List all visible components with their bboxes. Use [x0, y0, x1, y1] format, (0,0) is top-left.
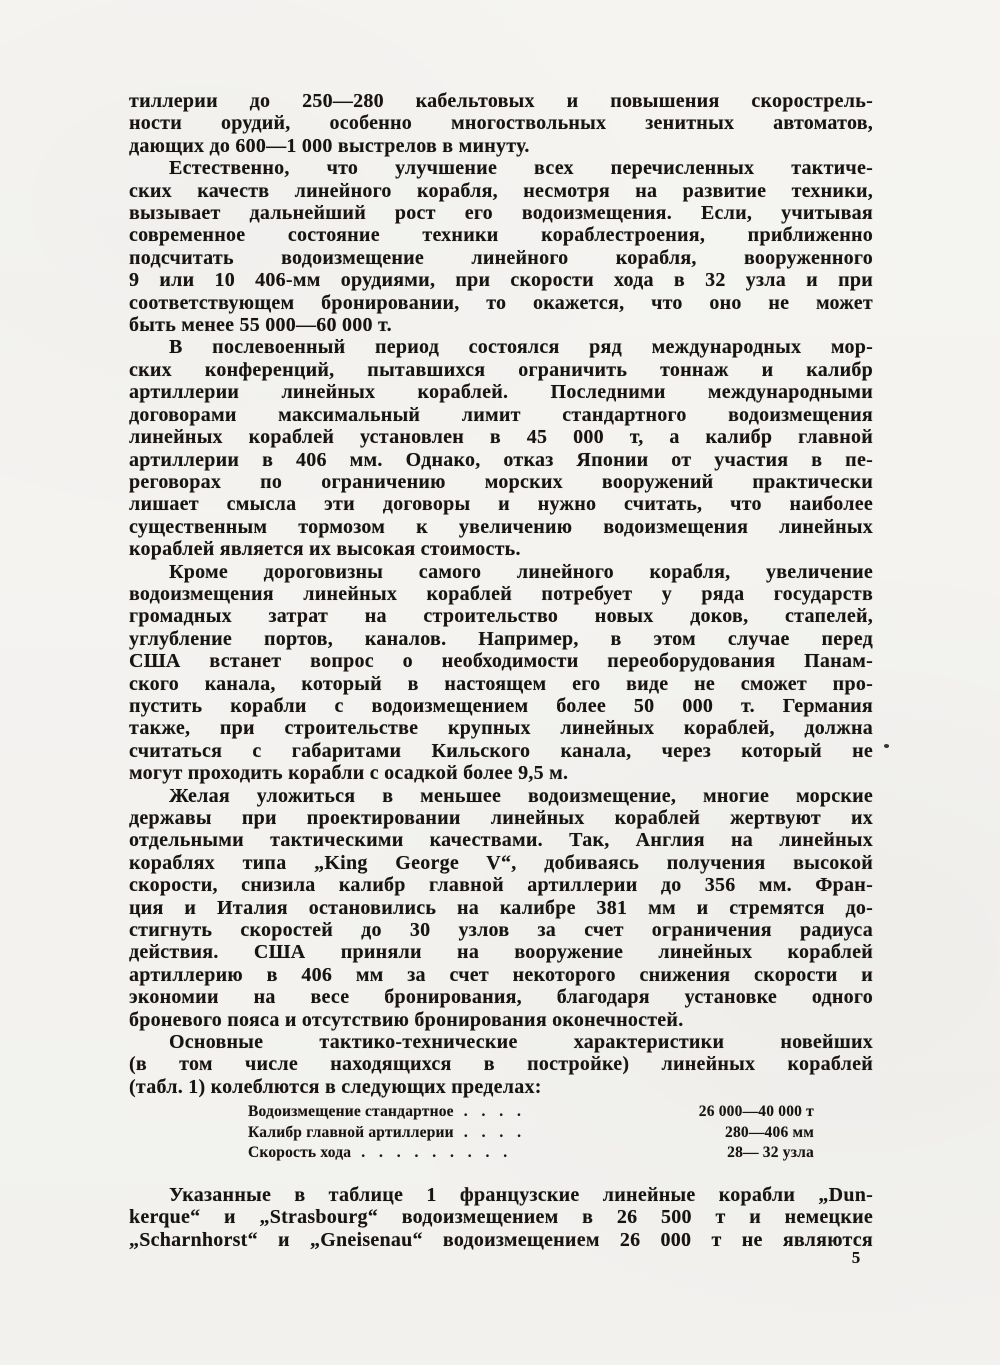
spec-table — [248, 1102, 814, 1164]
text-line: США встанет вопрос о необходимости переоборудования Панам- — [129, 650, 873, 673]
text-line: Основные тактико-технические характеристики новейших — [169, 1031, 873, 1054]
text-line: Кроме дороговизны самого линейного корабля, увеличение — [169, 560, 873, 583]
text-line: кораблей является их высокая стоимость. — [129, 538, 521, 561]
text-line: реговорах по ограничению морских вооружений практически — [129, 470, 873, 493]
text-line: броневого пояса и отсутствию бронирования оконечностей. — [129, 1008, 684, 1031]
text-line: державы при проектировании линейных кораблей жертвуют их — [129, 807, 873, 829]
text-line: ция и Италия остановились на калибре 381 мм и стремятся до- — [129, 896, 873, 919]
text-line: отдельными тактическими качествами. Так, Англия на линейных — [129, 829, 873, 852]
text-line: ности орудий, особенно многоствольных зенитных автоматов, — [129, 112, 873, 135]
dot-leader: . . . . — [463, 1103, 526, 1120]
text-line: договорами максимальный лимит стандартного водоизмещения — [129, 403, 873, 426]
text-line: „Scharnhorst“ и „Gneisenau“ водоизмещением 26 000 т не являются — [129, 1228, 873, 1251]
text-line: громадных затрат на строительство новых доков, стапелей, — [129, 605, 873, 628]
text-line: современное состояние техники кораблестроения, приближенно — [129, 224, 873, 247]
text-line: Естественно, что улучшение всех перечисленных тактиче- — [169, 157, 873, 180]
text-line: артиллерию в 406 мм за счет некоторого снижения скорости и — [129, 963, 873, 986]
text-line: дающих до 600—1 000 выстрелов в минуту. — [129, 134, 530, 157]
text-line: линейных кораблей установлен в 45 000 т, а калибр главной — [129, 426, 873, 449]
spec-value: 26 000—40 000 т — [698, 1103, 814, 1120]
text-line: артиллерии в 406 мм. Однако, отказ Японии от участия в пе- — [129, 448, 873, 471]
closing-paragraph — [129, 1184, 873, 1251]
text-line: kerque“ и „Strasbourg“ водоизмещением в 26 500 т и немецкие — [129, 1206, 873, 1229]
text-line: также, при строительстве крупных линейных кораблей, должна — [129, 717, 873, 740]
text-line: лишает смысла эти договоры и нужно считать, что наиболее — [129, 493, 873, 516]
spec-label: Скорость хода — [248, 1144, 352, 1161]
text-line: 9 или 10 406-мм орудиями, при скорости хода в 32 узла и при — [129, 269, 873, 292]
text-line: ского канала, который в настоящем его виде не сможет про- — [129, 672, 873, 695]
text-line: тиллерии до 250—280 кабельтовых и повышения скорострель- — [129, 90, 873, 112]
text-line: (табл. 1) колеблются в следующих пределах: — [129, 1075, 542, 1098]
dot-leader: . . . . — [463, 1123, 526, 1141]
spec-value: 280—406 мм — [725, 1123, 814, 1141]
spec-label: Калибр главной артиллерии — [248, 1123, 454, 1141]
text-line: вызывает дальнейший рост его водоизмещения. Если, учитывая — [129, 202, 873, 225]
text-line: экономии на весе бронирования, благодаря установке одного — [129, 986, 873, 1009]
spec-value: 28— 32 узла — [727, 1144, 814, 1161]
text-line: стигнуть скоростей до 30 узлов за счет ограничения радиуса — [129, 919, 873, 942]
spec-row — [248, 1123, 814, 1144]
text-line: В послевоенный период состоялся ряд международных мор- — [169, 336, 873, 359]
text-line: кораблях типа „King George V“, добиваясь получения высокой — [129, 851, 873, 874]
text-line: Желая уложиться в меньшее водоизмещение, многие морские — [169, 784, 873, 807]
text-line: ских конференций, пытавшихся ограничить тоннаж и калибр — [129, 358, 873, 381]
text-line: Указанные в таблице 1 французские линейные корабли „Dun- — [169, 1184, 873, 1206]
text-line: существенным тормозом к увеличению водоизмещения линейных — [129, 515, 873, 538]
text-line: быть менее 55 000—60 000 т. — [129, 314, 392, 337]
spec-row — [248, 1143, 814, 1164]
text-line: углубление портов, каналов. Например, в этом случае перед — [129, 627, 873, 650]
text-line: могут проходить корабли с осадкой более 9,5 м. — [129, 762, 569, 785]
main-text-column — [129, 90, 873, 1098]
text-line: скорости, снизила калибр главной артиллерии до 356 мм. Фран- — [129, 874, 873, 897]
spec-row — [248, 1102, 814, 1123]
text-line: (в том числе находящихся в постройке) линейных кораблей — [129, 1053, 873, 1076]
text-line: подсчитать водоизмещение линейного корабля, вооруженного — [129, 246, 873, 269]
text-line: действия. США приняли на вооружение линейных кораблей — [129, 941, 873, 964]
text-line: водоизмещения линейных кораблей потребует у ряда государств — [129, 582, 873, 605]
text-line: пустить корабли с водоизмещением более 50 000 т. Германия — [129, 694, 873, 717]
ink-speck — [884, 743, 890, 748]
page-number: 5 — [851, 1248, 861, 1267]
dot-leader: . . . . . . . . . — [361, 1144, 513, 1161]
text-line: соответствующем бронировании, то окажется, что оно не может — [129, 291, 873, 314]
text-line: считаться с габаритами Кильского канала, через который не — [129, 739, 873, 762]
text-line: ских качеств линейного корабля, несмотря на развитие техники, — [129, 179, 873, 202]
text-line: артиллерии линейных кораблей. Последними международными — [129, 381, 873, 404]
spec-label: Водоизмещение стандартное — [248, 1103, 454, 1120]
